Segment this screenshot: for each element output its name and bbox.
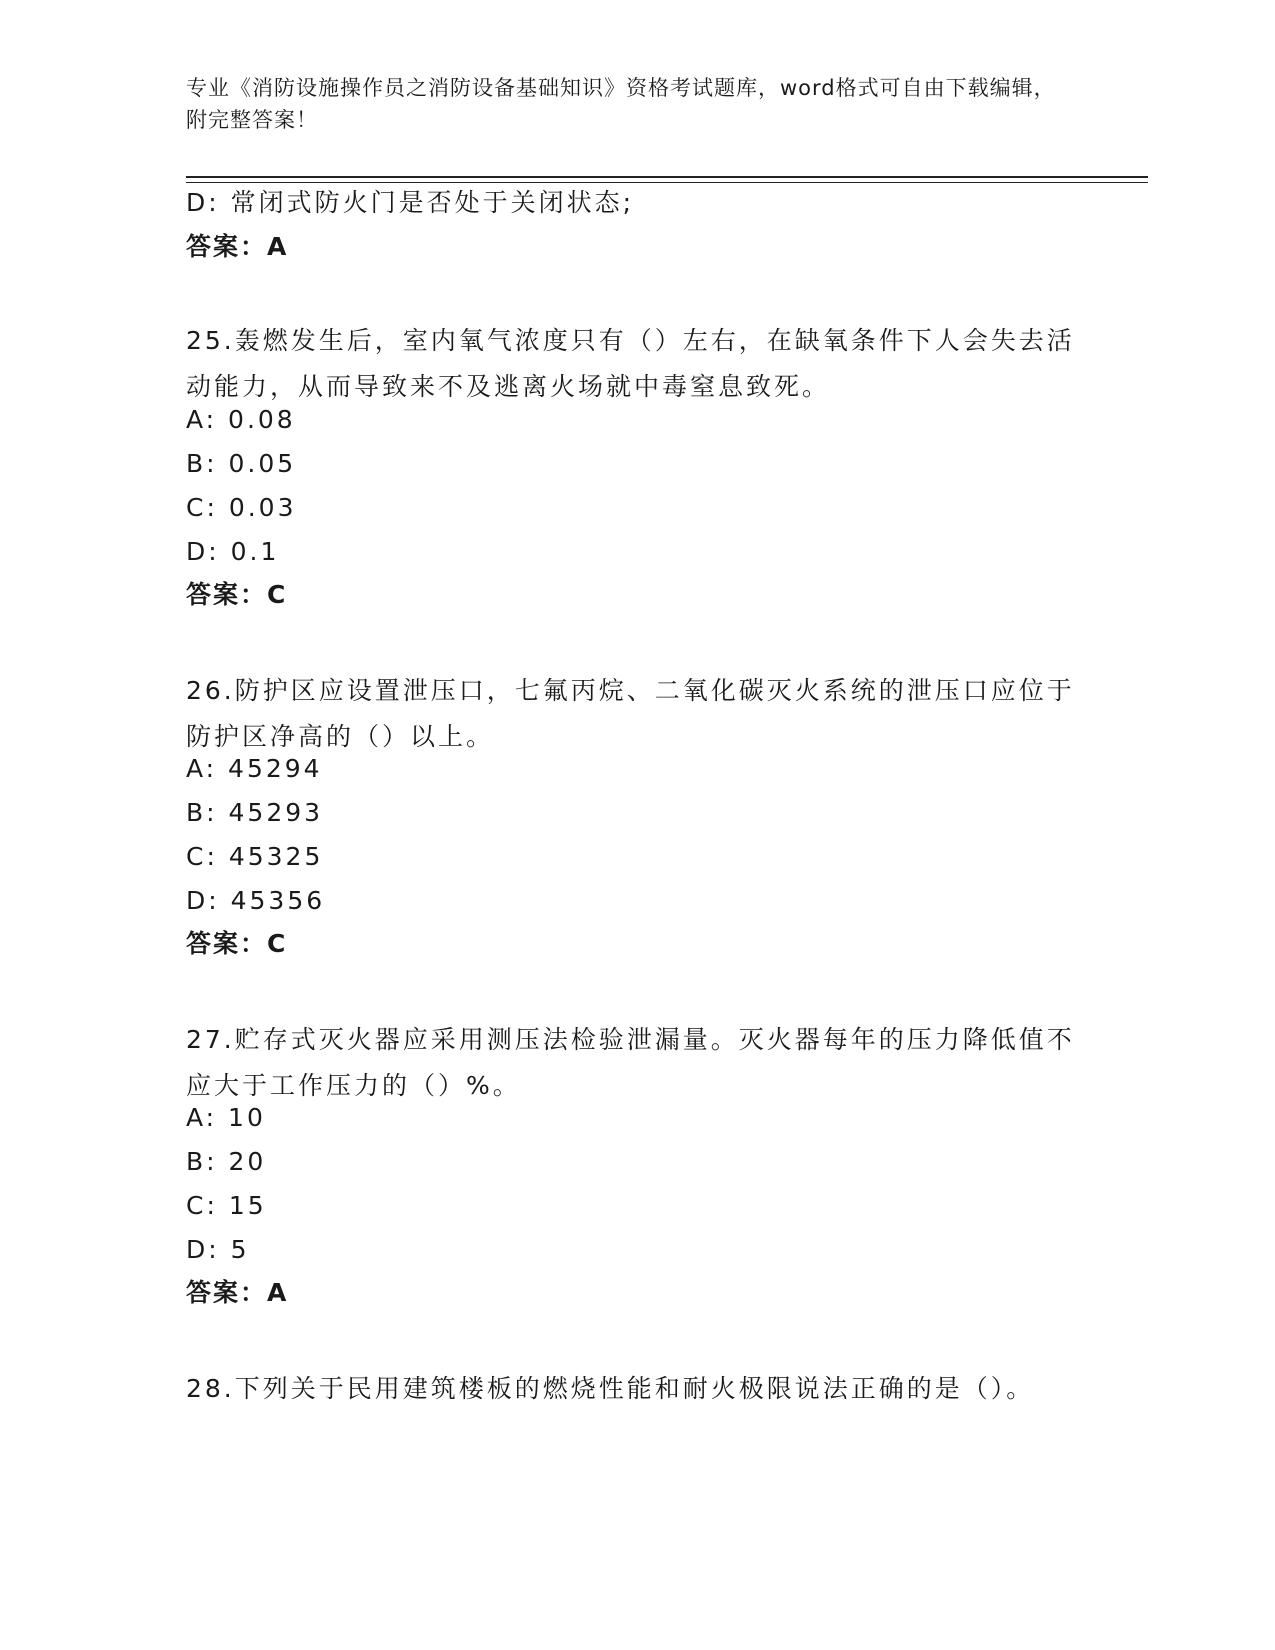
question-26-option-a: A: 45294: [186, 754, 323, 783]
question-27-stem: 27.贮存式灭火器应采用测压法检验泄漏量。灭火器每年的压力降低值不应大于工作压力的（）%。: [186, 1025, 1075, 1100]
question-26-option-b: B: 45293: [186, 798, 324, 827]
question-26-answer: 答案：C: [186, 929, 288, 958]
question-28-stem: 28.下列关于民用建筑楼板的燃烧性能和耐火极限说法正确的是（）。: [186, 1374, 1035, 1403]
question-27-option-d: D: 5: [186, 1235, 250, 1264]
page-header: 专业《消防设施操作员之消防设备基础知识》资格考试题库，word格式可自由下载编辑，附完整答案！: [186, 76, 1056, 132]
question-25-option-b: B: 0.05: [186, 449, 297, 478]
prev-option-d: D: 常闭式防火门是否处于关闭状态;: [186, 188, 635, 217]
question-25-stem: 25.轰燃发生后，室内氧气浓度只有（）左右，在缺氧条件下人会失去活动能力，从而导致来不及逃离火场就中毒窒息致死。: [186, 326, 1075, 401]
question-27-option-c: C: 15: [186, 1191, 267, 1220]
question-26-stem: 26.防护区应设置泄压口，七氟丙烷、二氧化碳灭火系统的泄压口应位于防护区净高的（）以上。: [186, 676, 1075, 751]
question-26-option-d: D: 45356: [186, 886, 326, 915]
prev-answer: 答案：A: [186, 232, 289, 261]
question-25-answer: 答案：C: [186, 580, 288, 609]
question-25-option-c: C: 0.03: [186, 493, 297, 522]
question-25-option-d: D: 0.1: [186, 537, 280, 566]
question-25-option-a: A: 0.08: [186, 405, 296, 434]
question-27-answer: 答案：A: [186, 1278, 289, 1307]
question-27-option-b: B: 20: [186, 1147, 267, 1176]
question-27-option-a: A: 10: [186, 1103, 266, 1132]
question-26-option-c: C: 45325: [186, 842, 324, 871]
header-divider: [186, 176, 1148, 178]
header-divider-thin: [186, 182, 1148, 183]
